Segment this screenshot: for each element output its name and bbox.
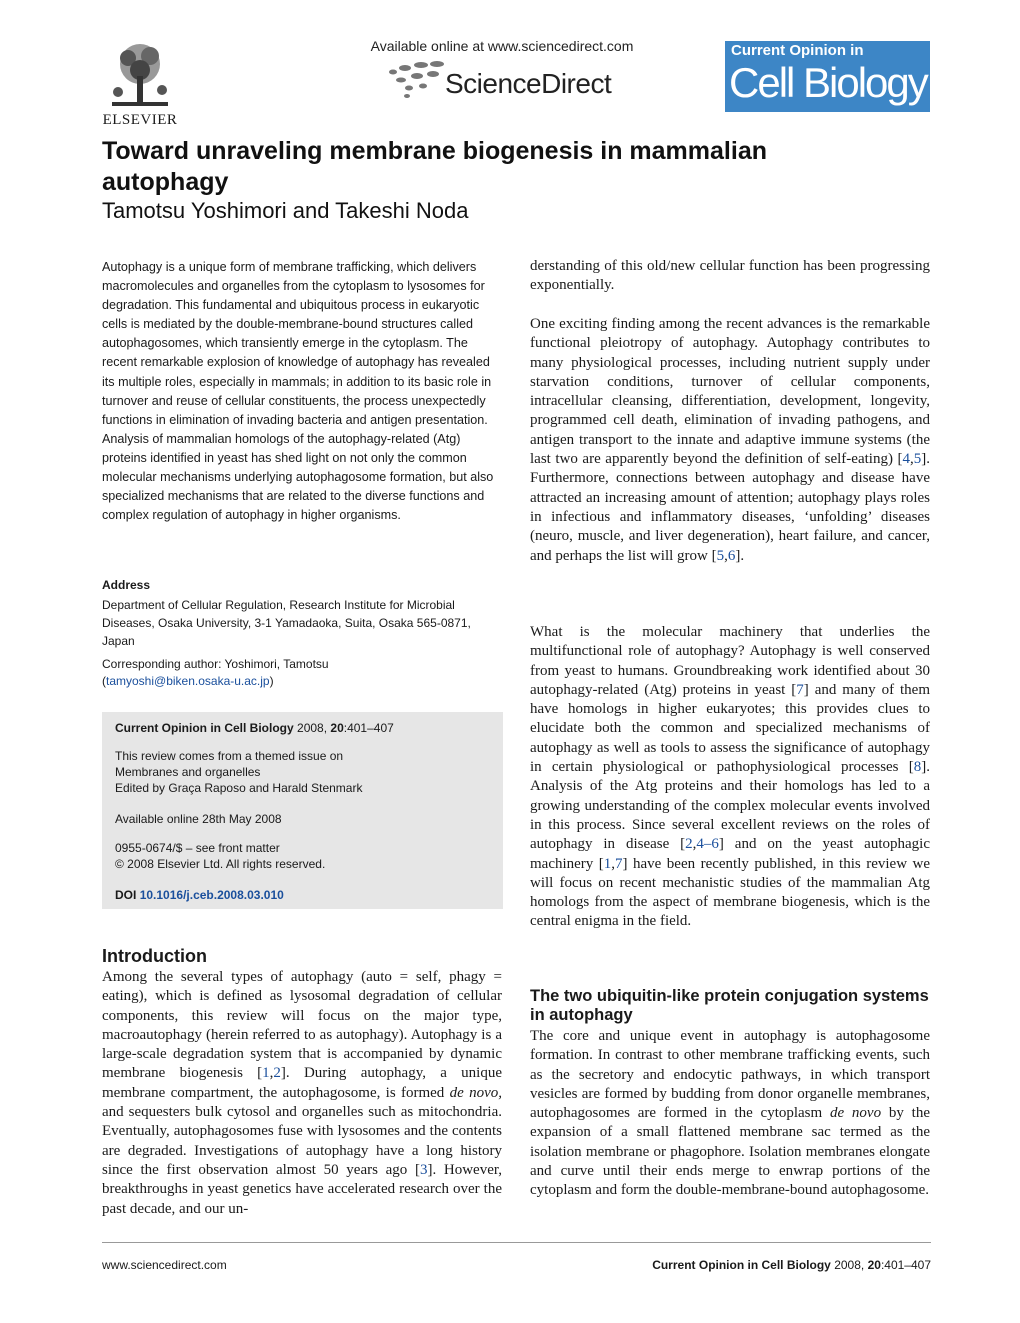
para3-text-b: by the expansion of a small flattened membrane sac termed as the isolation membrane or phagophore. Isolation membranes elongate and curve until their ends merge to enwrap portions of the cytoplasm and form the double-membrane-bound autophagosome. [530,1105,930,1199]
info-journal: Current Opinion in Cell Biology [115,721,294,735]
para1-text-b: ]. Furthermore, connections between autophagy and disease have attracted an increasing amount of attention; autophagy plays roles in infectious and inflammatory diseases, ‘unfolding’ diseases (neuro, muscle, and liver degeneration), heart failure, and cancer, and perhaps the list will grow [ [530,451,930,564]
right-para-2: What is the molecular machinery that underlies the multifunctional role of autophagy? Autophagy is well conserved from yeast to humans. Groundbreaking work identified about 30 autophagy-related (Atg) proteins in yeast [7] and many of them have homologs in higher eukaryotes; this provides clues to elucidate both the common and specialized mechanisms of autophagy as well as tools to assess the significance of autophagy in certain physiological or pathophysiological processes [8]. Analysis of the Atg proteins and their homologs has led to a growing understanding of the complex molecular events involved in this process. Since several excellent reviews on the roles of autophagy in disease [2,4–6] and on the yeast autophagic machinery [1,7] have been recently published, in this review we will focus on recent mechanistic studies of the mammalian Atg homologs from the aspect of membrane biogenesis, which is the central enigma in the field. [530,624,930,930]
footer-citation [560,1258,931,1272]
ref-link[interactable]: 7 [615,855,623,872]
ref-link[interactable]: 4 [902,451,910,468]
ref-link[interactable]: 1 [603,855,612,872]
info-available: Available online 28th May 2008 [115,812,282,826]
abstract: Autophagy is a unique form of membrane trafficking, which delivers macromolecules and organelles from the cytoplasm to lysosomes for degradation. This fundamental and ubiquitous process in eukaryotic cells is mediated by the double-membrane-bound structures called autophagosomes, which transiently emerge in the cytoplasm. The recent remarkable explosion of knowledge of autophagy has revealed its multiple roles, especially in mammals; in addition to its basic role in turnover and reuse of cellular constituents, the process unexpectedly functions in elimination of invading bacteria and antigen presentation. Analysis of mammalian homologs of the autophagy-related (Atg) proteins identified in yeast has shed light on not only the common molecular mechanisms underlying autophagosome formation, but also specialized mechanisms that are related to the diverse functions and complex regulation of autophagy in higher organisms. [102,260,494,523]
journal-logo-line1: Current Opinion in [731,42,864,59]
para1-text-c: ]. [735,547,745,564]
para3-text-a: The core and unique event in autophagy is autophagosome formation. In contrast to other membrane trafficking events, such as the secretory and endocytic pathways, in which transport vesicles are formed by budding from donor organelle membranes, autophagosomes are formed in the cytoplasm [530,1028,930,1122]
info-citation [115,721,394,735]
available-online-text: Available online at www.sciencedirect.com [370,38,634,54]
ref-link[interactable]: 4–6 [696,836,719,853]
right-para-1: One exciting finding among the recent advances is the remarkable functional pleiotropy of autophagy. Autophagy contributes to many physiological processes, including nutrient supply under starvation conditions, turnover of cellular components, intracellular cleansing, differentiation, development, longevity, programmed cell death, elimination of invading pathogens, and antigen transport to the innate and adaptive immune systems (the last two are apparently beyond the definition of self-eating) [4,5]. Furthermore, connections between autophagy and disease have attracted an increasing amount of attention; autophagy plays roles in infectious and inflammatory diseases, ‘unfolding’ diseases (neuro, muscle, and liver degeneration), heart failure, and cancer, and perhaps the list will grow [5,6]. [530,316,930,564]
publisher-name: ELSEVIER [102,112,178,128]
article-title: Toward unraveling membrane biogenesis in mammalian autophagy [102,137,767,196]
article-authors: Tamotsu Yoshimori and Takeshi Noda [102,198,469,223]
corresponding-email-line: (tamyoshi@biken.osaka-u.ac.jp) [102,674,274,688]
article-info-box [102,712,503,909]
info-copyright: © 2008 Elsevier Ltd. All rights reserved. [115,857,326,871]
ref-link[interactable]: 3 [419,1161,428,1178]
para2-text-d: ] and on the yeast autophagic machinery [ [530,836,930,872]
para2-text-e: ] have been recently published, in this review we will focus on recent mechanistic studies of the mammalian Atg homologs from the aspect of membrane biogenesis, which is the central enigma in the field. [530,855,930,930]
footer-journal: Current Opinion in Cell Biology [652,1258,831,1272]
footer-divider [102,1242,931,1243]
sciencedirect-dots-icon [385,60,447,100]
right-para-0: derstanding of this old/new cellular function has been progressing exponentially. [530,258,930,294]
sciencedirect-wordmark: ScienceDirect [445,68,612,99]
info-themed-line1: This review comes from a themed issue on [115,749,344,763]
para1-text-a: One exciting finding among the recent advances is the remarkable functional pleiotropy of autophagy. Autophagy contributes to many physiological processes, including nutrient supply under starvation conditions, turnover of cellular components, intracellular cleansing, differentiation, development, longevity, programmed cell death, elimination of invading pathogens, and antigen transport to the innate and adaptive immune systems (the last two are apparently beyond the definition of self-eating) [ [530,316,930,468]
corresponding-author: Corresponding author: Yoshimori, Tamotsu [102,657,329,671]
email-link[interactable]: tamyoshi@biken.osaka-u.ac.jp [106,674,270,688]
intro-text-d: ]. However, breakthroughs in yeast genetics have accelerated research over the past decade, and our un- [102,1161,502,1217]
info-issn: 0955-0674/$ – see front matter [115,841,280,855]
sciencedirect-logo[interactable] [385,58,645,104]
footer-pages: :401–407 [880,1258,931,1272]
ref-link[interactable]: 8 [913,759,922,776]
intro-text-b: ]. During autophagy, a unique membrane compartment, the autophagosome, is formed [102,1065,502,1101]
doi-link[interactable]: 10.1016/j.ceb.2008.03.010 [139,888,284,902]
address-text: Department of Cellular Regulation, Research Institute for Microbial Diseases, Osaka University, 3-1 Yamadaoka, Suita, Osaka 565-0871, Japan [102,598,471,648]
journal-logo-line2: Cell Biology [729,59,927,106]
ref-link[interactable]: 1 [262,1065,270,1082]
right-para-3 [530,1027,930,1201]
footer-volume: 20 [867,1258,881,1272]
footer-year: 2008, [834,1258,865,1272]
ref-link[interactable]: 5 [913,451,922,468]
ref-link[interactable]: 5 [716,547,725,564]
ref-link[interactable]: 7 [796,681,804,698]
intro-de-novo: de novo, [449,1084,502,1101]
info-pages: :401–407 [343,721,394,735]
doi-label: DOI [115,888,137,902]
intro-text-a: Among the several types of autophagy (auto = self, phagy = eating), which is defined as lysosomal degradation of cellular components, this review will focus on the major type, macroautophagy (herein referred to as autophagy). Autophagy is a large-scale degradation system that is accompanied by dynamic membrane biogenesis [ [102,969,502,1082]
info-year: 2008, [297,721,328,735]
intro-text-c: and sequesters bulk cytosol and organelles such as mitochondria. Eventually, autophagosomes fuse with lysosomes and the contents are degraded. Investigations of autophagy have a long history since the first observation almost 50 years ago [ [102,1104,502,1178]
footer-website[interactable]: www.sciencedirect.com [102,1258,227,1272]
ref-link[interactable]: 2 [273,1065,281,1082]
intro-heading: Introduction [102,946,207,966]
para2-text-a: What is the molecular machinery that underlies the multifunctional role of autophagy? Autophagy is well conserved from yeast to humans. Groundbreaking work identified about 30 autophagy-related (Atg) proteins in yeast [ [530,624,930,698]
address-heading: Address [102,578,151,592]
elsevier-logo [96,40,184,132]
journal-logo[interactable] [725,41,930,112]
para3-de-novo: de novo [829,1105,882,1122]
elsevier-tree-icon [106,40,174,110]
ref-link[interactable]: 6 [727,547,736,564]
section2-heading: The two ubiquitin-like protein conjugation systems in autophagy [530,987,929,1024]
ref-link[interactable]: 2 [685,836,693,853]
para2-text-c: ]. Analysis of the Atg proteins and their homologs has led to a growing understanding of the complex molecular events involved in this process. Since several excellent reviews on the roles of autophagy in disease [ [530,759,930,853]
info-edited-by: Edited by Graça Raposo and Harald Stenmark [115,781,363,795]
info-themed-line2: Membranes and organelles [115,765,261,779]
info-doi [115,888,284,902]
intro-paragraph: Among the several types of autophagy (auto = self, phagy = eating), which is defined as lysosomal degradation of cellular components, this review will focus on the major type, macroautophagy (herein referred to as autophagy). Autophagy is a large-scale degradation system that is accompanied by dynamic membrane biogenesis [1,2]. During autophagy, a unique membrane compartment, the autophagosome, is formed de novo, and sequesters bulk cytosol and organelles such as mitochondria. Eventually, autophagosomes fuse with lysosomes and the contents are degraded. Investigations of autophagy have a long history since the first observation almost 50 years ago [3]. However, breakthroughs in yeast genetics have accelerated research over the past decade, and our un- [102,969,502,1217]
para2-text-b: ] and many of them have homologs in higher eukaryotes; this provides clues to elucidate both the common and specialized mechanisms of autophagy as well as tools to assess the significance of autophagy in certain physiological or pathophysiological processes [ [530,681,930,776]
info-volume: 20 [330,721,344,735]
